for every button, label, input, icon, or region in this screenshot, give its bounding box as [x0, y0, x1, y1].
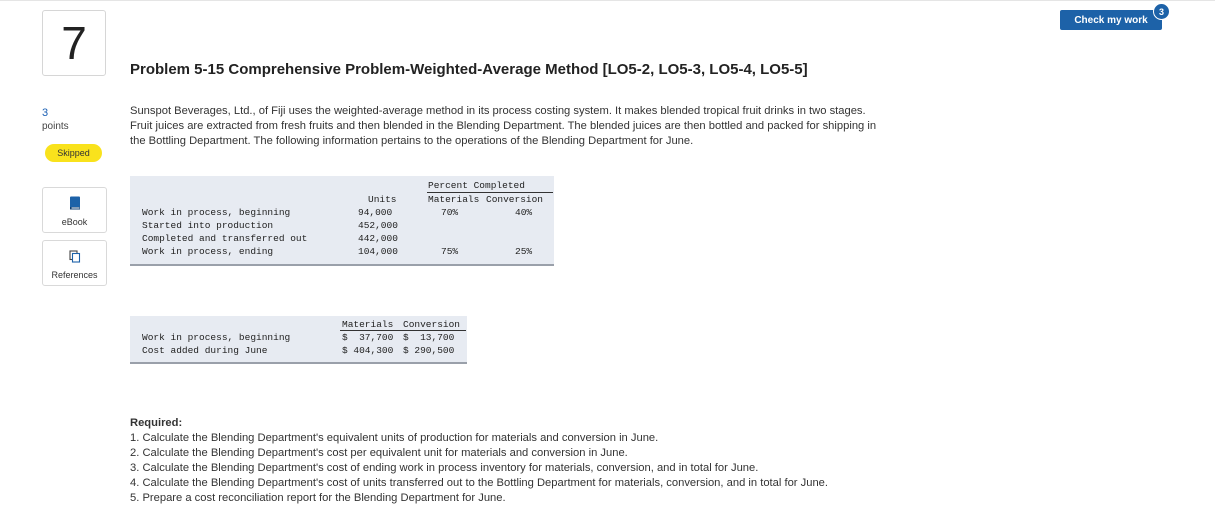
- row-label: Work in process, ending: [142, 246, 274, 257]
- required-section: [130, 416, 870, 506]
- check-my-work-button[interactable]: Check my work: [1060, 10, 1162, 30]
- required-item-2: 2. Calculate the Blending Department's cost per equivalent unit for materials and conversion in June.: [130, 447, 628, 459]
- row-units: 442,000: [358, 233, 398, 244]
- problem-title: Problem 5-15 Comprehensive Problem-Weighted-Average Method [LO5-2, LO5-3, LO5-4, LO5-5]: [130, 61, 808, 78]
- required-heading: Required:: [130, 417, 183, 429]
- required-item-4: 4. Calculate the Blending Department's cost of units transferred out to the Bottling Department for materials, conversion, and in total for June.: [130, 477, 828, 489]
- book-icon: [69, 196, 81, 212]
- col-conversion: Conversion: [403, 319, 461, 330]
- required-item-3: 3. Calculate the Blending Department's cost of ending work in process inventory for materials, conversion, and in total for June.: [130, 462, 759, 474]
- references-button[interactable]: [42, 240, 107, 286]
- percent-completed-header: Percent Completed: [428, 180, 525, 191]
- col-materials: Materials: [428, 194, 480, 205]
- check-count-badge: 3: [1153, 3, 1170, 20]
- row-units: 104,000: [358, 246, 398, 257]
- row-units: 94,000: [358, 207, 393, 218]
- col-conversion: Conversion: [486, 194, 544, 205]
- row-conversion: $ 290,500: [403, 345, 455, 356]
- top-divider: [0, 0, 1215, 1]
- references-label: References: [51, 270, 98, 280]
- cost-header-rule: [340, 330, 466, 331]
- required-item-1: 1. Calculate the Blending Department's equivalent units of production for materials and conversion in June.: [130, 432, 659, 444]
- row-units: 452,000: [358, 220, 398, 231]
- points-label: points: [42, 121, 69, 132]
- ebook-label: eBook: [61, 217, 88, 227]
- group-header-rule: [427, 192, 553, 193]
- units-table: [130, 176, 554, 264]
- row-label: Cost added during June: [142, 345, 268, 356]
- row-materials: $ 37,700: [342, 332, 394, 343]
- copy-icon: [69, 250, 81, 265]
- problem-intro: Sunspot Beverages, Ltd., of Fiji uses the weighted-average method in its process costing system. It makes blended tropical fruit drinks in two stages. Fruit juices are extracted from fresh fruits and then blended in the Blending Department. The blended juices are then bottled and packed for shipping in the Bottling Department. The following information pertains to the operations of the Blending Department for June.: [130, 105, 877, 147]
- units-table-bottom-rule: [130, 264, 554, 266]
- cost-table-bottom-rule: [130, 362, 467, 364]
- row-conversion: 40%: [515, 207, 533, 218]
- row-label: Work in process, beginning: [142, 332, 291, 343]
- row-materials: $ 404,300: [342, 345, 394, 356]
- question-number: 7: [42, 10, 106, 76]
- skipped-badge: Skipped: [45, 144, 102, 162]
- ebook-button[interactable]: [42, 187, 107, 233]
- row-label: Completed and transferred out: [142, 233, 308, 244]
- row-conversion: $ 13,700: [403, 332, 455, 343]
- col-units: Units: [368, 194, 397, 205]
- row-conversion: 25%: [515, 246, 533, 257]
- row-materials: 75%: [441, 246, 459, 257]
- points-value: 3: [42, 107, 49, 119]
- required-item-5: 5. Prepare a cost reconciliation report for the Blending Department for June.: [130, 492, 506, 504]
- cost-table: [130, 316, 467, 362]
- row-label: Started into production: [142, 220, 274, 231]
- row-label: Work in process, beginning: [142, 207, 291, 218]
- row-materials: 70%: [441, 207, 459, 218]
- col-materials: Materials: [342, 319, 394, 330]
